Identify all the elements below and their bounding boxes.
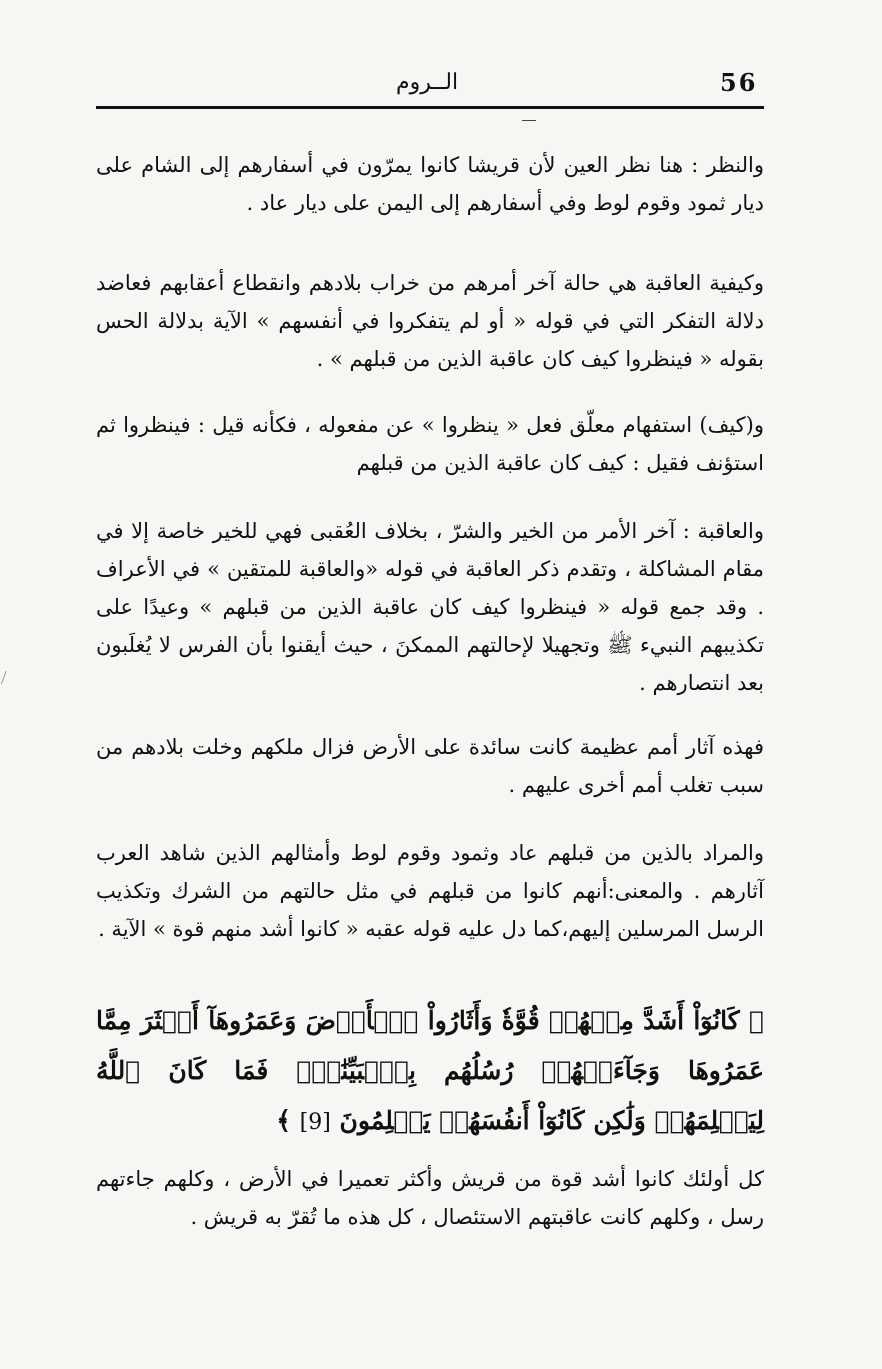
verse-text: كَانُوٓاْ أَشَدَّ مِنۡهُمۡ قُوَّةٗ وَأَثَارُواْ ٱلۡأَرۡضَ وَعَمَرُوهَآ أَكۡثَرَ مِمَّا عَمَرُوهَا وَجَآءَتۡهُمۡ رُسُلُهُم بِٱلۡبَيِّنَٰتِۖ فَمَا كَانَ ٱللَّهُ لِيَظۡلِمَهُمۡ وَلَٰكِن كَانُوٓاْ أَنفُسَهُمۡ يَظۡلِمُونَ	[96, 1006, 764, 1135]
paragraph-4: والعاقبة : آخر الأمر من الخير والشرّ ، بخلاف العُقبى فهي للخير خاصة إلا في مقام المشاكلة ، وتقدم ذكر العاقبة في قوله «والعاقبة للمتقين » في الأعراف . وقد جمع قوله « فينظروا كيف كان عاقبة الذين من قبلهم » وعيدًا على تكذيبهم النبيء ﷺ وتجهيلا لإحالتهم الممكنَ ، حيث أيقنوا بأن الفرس لا يُغلَبون بعد انتصارهم .	[96, 519, 765, 695]
paragraph-1: والنظر : هنا نظر العين لأن قريشا كانوا يمرّون في أسفارهم إلى الشام على ديار ثمود وقوم لوط وفي أسفارهم إلى اليمن على ديار عاد .	[96, 153, 764, 215]
verse-open-bracket: ﴿	[748, 1006, 764, 1035]
paragraph-5: فهذه آثار أمم عظيمة كانت سائدة على الأرض فزال ملكهم وخلت بلادهم من سبب تغلب أمم أخرى عليهم .	[96, 735, 764, 797]
margin-mark	[1, 671, 14, 687]
header-rule	[96, 106, 764, 109]
paragraph-6: والمراد بالذين من قبلهم عاد وثمود وقوم لوط وأمثالهم الذين شاهد العرب آثارهم . والمعنى:أنهم كانوا من قبلهم في مثل حالتهم من الشرك وتكذيب الرسل المرسلين إليهم،كما دل عليه قوله عقبه « كانوا أشد منهم قوة » الآية .	[96, 841, 764, 941]
paragraph-2: وكيفية العاقبة هي حالة آخر أمرهم من خراب بلادهم وانقطاع أعقابهم فعاضد دلالة التفكر التي في قوله « أو لم يتفكروا في أنفسهم » الآية بدلالة الحس بقوله « فينظروا كيف كان عاقبة الذين من قبلهم » .	[96, 271, 764, 371]
quran-verse	[96, 996, 764, 1148]
running-title: الــروم	[396, 70, 459, 95]
decorative-tick	[522, 120, 536, 121]
page-header	[96, 62, 764, 106]
page-number: 56	[720, 68, 758, 97]
paragraph-3: و(كيف) استفهام معلّق فعل « ينظروا » عن مفعوله ، فكأنه قيل : فينظروا ثم استؤنف فقيل : كيف كان عاقبة الذين من قبلهم	[96, 413, 764, 475]
verse-number: [9]	[299, 1110, 331, 1135]
verse-close-bracket: ﴾	[276, 1106, 291, 1135]
paragraph-7: كل أولئك كانوا أشد قوة من قريش وأكثر تعميرا في الأرض ، وكلهم جاءتهم رسل ، وكلهم كانت عاقبتهم الاستئصال ، كل هذه ما تُقرّ به قريش .	[96, 1167, 764, 1229]
